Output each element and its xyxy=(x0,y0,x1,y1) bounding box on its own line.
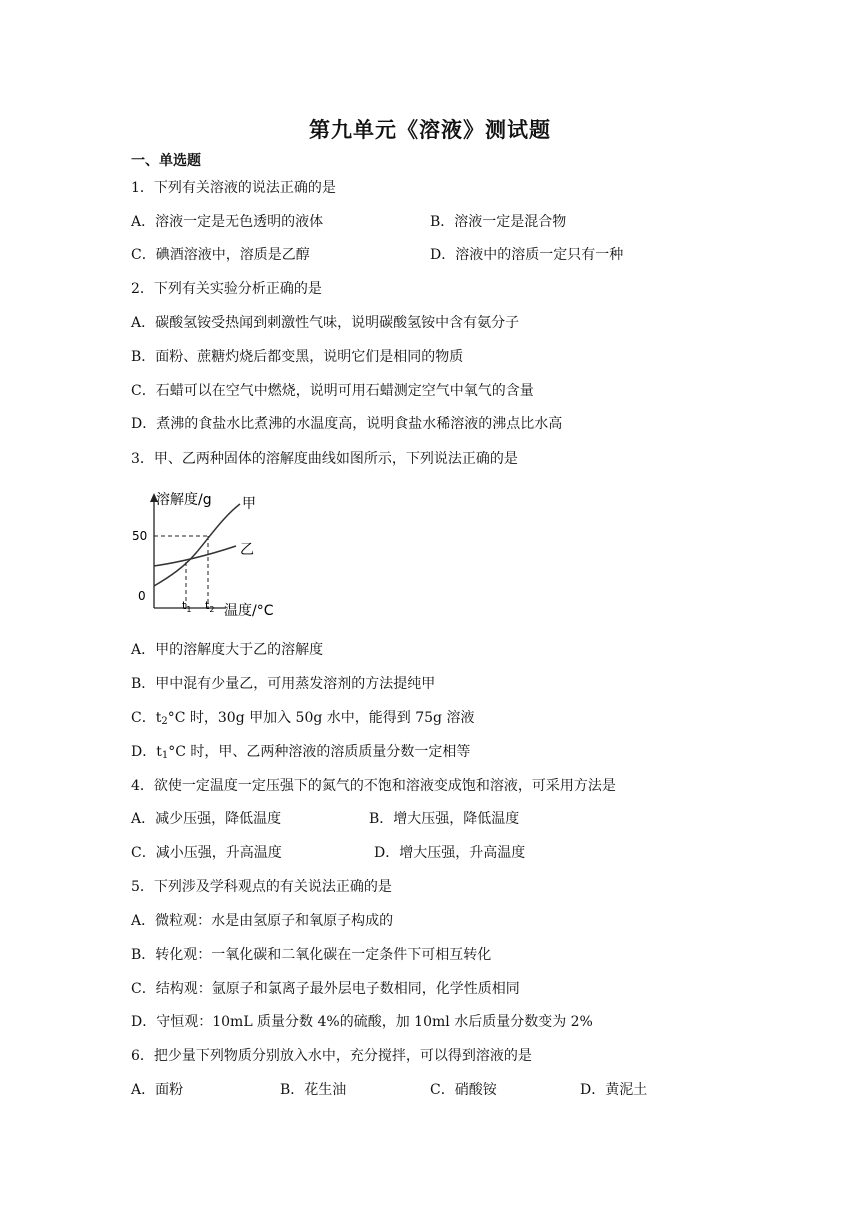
question-5-option-a: A．微粒观：水是由氢原子和氧原子构成的 xyxy=(131,913,394,929)
question-5-option-b: B．转化观：一氧化碳和二氧化碳在一定条件下可相互转化 xyxy=(131,947,492,963)
question-3-option-b: B．甲中混有少量乙，可用蒸发溶剂的方法提纯甲 xyxy=(131,676,436,692)
question-4-option-a: A．减少压强，降低温度 xyxy=(131,811,282,827)
question-5-stem: 5．下列涉及学科观点的有关说法正确的是 xyxy=(131,879,392,895)
curve-jia xyxy=(154,504,240,586)
solubility-curve-figure xyxy=(126,488,286,620)
question-2-option-a: A．碳酸氢铵受热闻到刺激性气味，说明碳酸氢铵中含有氨分子 xyxy=(131,315,520,331)
x-axis-label: 温度/°C xyxy=(224,603,274,619)
question-4-option-b: B．增大压强，降低温度 xyxy=(369,811,520,827)
question-1-option-c: C．碘酒溶液中，溶质是乙醇 xyxy=(131,247,310,263)
question-2-option-c: C．石蜡可以在空气中燃烧，说明可用石蜡测定空气中氧气的含量 xyxy=(131,383,534,399)
question-6-option-a: A．面粉 xyxy=(131,1082,184,1098)
question-3-stem: 3．甲、乙两种固体的溶解度曲线如图所示，下列说法正确的是 xyxy=(131,451,518,467)
page-title: 第九单元《溶液》测试题 xyxy=(309,118,551,142)
question-6-option-d: D．黄泥土 xyxy=(580,1082,648,1098)
origin-label: 0 xyxy=(138,589,146,603)
question-6-option-b: B．花生油 xyxy=(280,1082,347,1098)
curve-jia-label: 甲 xyxy=(242,496,256,512)
curve-yi xyxy=(154,546,236,566)
y-tick-50: 50 xyxy=(132,529,148,543)
question-5-option-d: D．守恒观：10mL 质量分数 4%的硫酸，加 10ml 水后质量分数变为 2% xyxy=(131,1014,593,1030)
y-axis-label: 溶解度/g xyxy=(156,492,212,508)
question-4-option-c: C．减小压强，升高温度 xyxy=(131,845,282,861)
question-3-option-a: A．甲的溶解度大于乙的溶解度 xyxy=(131,642,324,658)
question-1-option-a: A．溶液一定是无色透明的液体 xyxy=(131,214,324,230)
question-5-option-c: C．结构观：氩原子和氯离子最外层电子数相同，化学性质相同 xyxy=(131,981,520,997)
question-4-option-d: D．增大压强，升高温度 xyxy=(374,845,526,861)
question-1-option-d: D．溶液中的溶质一定只有一种 xyxy=(430,247,624,263)
question-3-option-d: D．$t_1^\circ C$ 时，甲、乙两种溶液的溶质质量分数一定相等 xyxy=(131,744,471,761)
question-1-stem: 1．下列有关溶液的说法正确的是 xyxy=(131,180,336,196)
question-2-option-b: B．面粉、蔗糖灼烧后都变黑，说明它们是相同的物质 xyxy=(131,349,464,365)
curve-yi-label: 乙 xyxy=(240,542,254,558)
t2-label: $t_2$ xyxy=(205,599,215,614)
question-3-option-c: C．$t_2^\circ C$ 时，30g 甲加入 50g 水中，能得到 75g 溶液 xyxy=(131,710,475,727)
question-4-stem: 4．欲使一定温度一定压强下的氮气的不饱和溶液变成饱和溶液，可采用方法是 xyxy=(131,778,616,794)
question-2-stem: 2．下列有关实验分析正确的是 xyxy=(131,281,322,297)
question-6-option-c: C．硝酸铵 xyxy=(430,1082,497,1098)
t1-label: $t_1$ xyxy=(182,599,192,614)
question-6-stem: 6．把少量下列物质分别放入水中，充分搅拌，可以得到溶液的是 xyxy=(131,1048,532,1064)
question-2-option-d: D．煮沸的食盐水比煮沸的水温度高，说明食盐水稀溶液的沸点比水高 xyxy=(131,416,563,432)
question-1-option-b: B．溶液一定是混合物 xyxy=(430,214,567,230)
section-heading: 一、单选题 xyxy=(131,153,201,169)
